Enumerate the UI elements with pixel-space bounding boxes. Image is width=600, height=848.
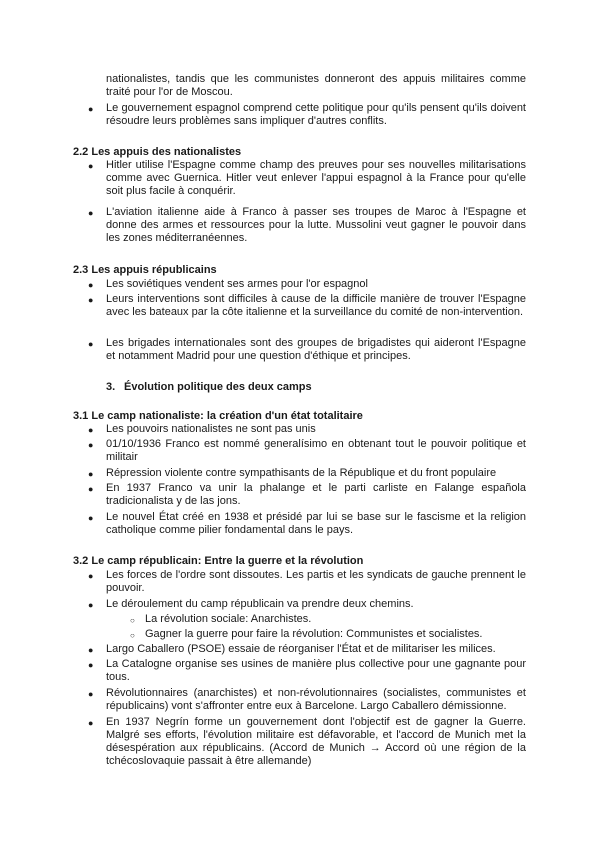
list-item: Hitler utilise l'Espagne comme champ des preuves pour ses nouvelles militarisations comme avec Guernica. Hitler veut enlever l'appui espagnol à la France pour qu'elle soit plus facile à conquérir. [106, 159, 526, 197]
list-item: Le gouvernement espagnol comprend cette politique pour qu'ils pensent qu'ils doivent résoudre leurs problèmes sans impliquer d'autres conflits. [106, 102, 526, 127]
bullet-icon: ● [88, 104, 94, 114]
section-heading-3-1: 3.1 Le camp nationaliste: la création d'un état totalitaire [73, 410, 363, 422]
bullet-icon: ● [88, 645, 94, 655]
bullet-icon: ● [88, 513, 94, 523]
bullet-icon: ● [88, 295, 94, 305]
bullet-icon: ● [88, 339, 94, 349]
list-item: Largo Caballero (PSOE) essaie de réorganiser l'État et de militariser les milices. [106, 643, 496, 655]
list-item: Répression violente contre sympathisants de la République et du front populaire [106, 467, 497, 479]
bullet-icon: ● [88, 600, 94, 610]
section-heading-2-3: 2.3 Les appuis républicains [73, 264, 217, 276]
bullet-icon: ● [88, 571, 94, 581]
list-item: Les soviétiques vendent ses armes pour l'or espagnol [106, 278, 368, 290]
bullet-icon: ● [88, 469, 94, 479]
list-item: Révolutionnaires (anarchistes) et non-révolutionnaires (socialistes, communistes et républicains) vont s'affronter entre eux à Barcelone. Largo Caballero démissionne. [106, 687, 526, 712]
bullet-icon: ● [88, 484, 94, 494]
bullet-icon: ● [88, 718, 94, 728]
bullet-icon: ● [88, 660, 94, 670]
section-heading-3: Évolution politique des deux camps [124, 381, 312, 393]
sub-list-item: La révolution sociale: Anarchistes. [145, 613, 312, 625]
section-heading-3-2: 3.2 Le camp républicain: Entre la guerre et la révolution [73, 555, 364, 567]
section-number-3: 3. [106, 381, 116, 393]
list-item: L'aviation italienne aide à Franco à passer ses troupes de Maroc à l'Espagne et donne des armes et ressources pour la lutte. Mussolini veut gagner le pouvoir dans les zones méditerranéennes. [106, 206, 526, 244]
list-item: En 1937 Franco va unir la phalange et le parti carliste en Falange española tradicionalista y de las jons. [106, 482, 526, 507]
list-item: 01/10/1936 Franco est nommé generalísimo en obtenant tout le pouvoir politique et militair [106, 438, 526, 463]
section-heading-2-2: 2.2 Les appuis des nationalistes [73, 146, 242, 158]
list-item: Les brigades internationales sont des groupes de brigadistes qui aideront l'Espagne et notamment Madrid pour une question d'éthique et principes. [106, 337, 526, 362]
bullet-icon: ● [88, 689, 94, 699]
list-item-continued: nationalistes, tandis que les communistes donneront des appuis militaires comme traité pour l'or de Moscou. [106, 73, 526, 98]
bullet-icon: ● [88, 208, 94, 218]
sub-bullet-icon: ○ [130, 616, 135, 625]
list-item: Le déroulement du camp républicain va prendre deux chemins. [106, 598, 414, 610]
bullet-icon: ● [88, 161, 94, 171]
list-item: Les forces de l'ordre sont dissoutes. Les partis et les syndicats de gauche prennent le pouvoir. [106, 569, 526, 594]
bullet-icon: ● [88, 280, 94, 290]
bullet-icon: ● [88, 440, 94, 450]
list-item: Les pouvoirs nationalistes ne sont pas unis [106, 423, 316, 435]
sub-bullet-icon: ○ [130, 631, 135, 640]
bullet-icon: ● [88, 425, 94, 435]
list-item: Le nouvel État créé en 1938 et présidé par lui se base sur le fascisme et la religion catholique comme pilier fondamental dans le pays. [106, 511, 526, 536]
list-item: En 1937 Negrín forme un gouvernement dont l'objectif est de gagner la Guerre. Malgré ses efforts, l'évolution militaire est défavorable, et l'accord de Munich met la désespération aux républicains. (Accord de Munich → Accord où une région de la tchécoslovaquie passait à être allemande) [106, 716, 526, 767]
list-item: Leurs interventions sont difficiles à cause de la difficile manière de trouver l'Espagne avec les bateaux par la côte italienne et la surveillance du comité de non-intervention. [106, 293, 526, 318]
list-item: La Catalogne organise ses usines de manière plus collective pour une gagnante pour tous. [106, 658, 526, 683]
sub-list-item: Gagner la guerre pour faire la révolution: Communistes et socialistes. [145, 628, 483, 640]
